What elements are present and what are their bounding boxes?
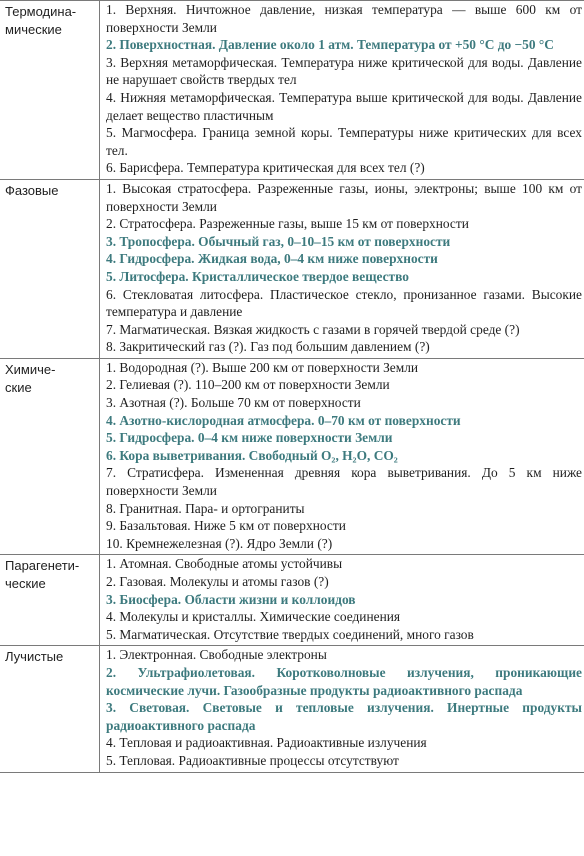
list-item: 1. Водородная (?). Выше 200 км от поверхности Земли: [106, 359, 419, 375]
list-item-highlighted: 3. Тропосфера. Обычный газ, 0–10–15 км от поверхности: [106, 233, 451, 249]
list-item: 6. Стекловатая литосфера. Пластическое стекло, пронизанное газами. Высокие температура и давление: [106, 286, 582, 320]
list-item: 4. Нижняя метаморфическая. Температура выше критической для воды. Давление делает вещество пластичным: [106, 89, 582, 123]
category-cell: [0, 179, 100, 358]
table-row: [0, 555, 584, 646]
list-item: 1. Электронная. Свободные электроны: [106, 647, 327, 663]
list-item: 8. Гранитная. Пара- и ортограниты: [106, 500, 305, 516]
items-cell: [100, 555, 584, 646]
list-item: 2. Стратосфера. Разреженные газы, выше 15 км от поверхности: [106, 216, 469, 232]
category-cell: [0, 555, 100, 646]
list-item: 8. Закритический газ (?). Газ под большим давлением (?): [106, 339, 430, 355]
category-cell: [0, 358, 100, 555]
list-item-highlighted: 3. Световая. Световые и тепловые излучения. Инертные продукты радиоактивного распада: [106, 700, 582, 733]
category-cell: [0, 646, 100, 772]
list-item: 1. Высокая стратосфера. Разреженные газы, ионы, электроны; выше 100 км от поверхности Земли: [106, 180, 582, 214]
list-item-highlighted: 5. Литосфера. Кристаллическое твердое вещество: [106, 268, 409, 284]
list-item-highlighted: 6. Кора выветривания. Свободный O₂, H₂O, CO₂: [106, 447, 398, 463]
category-label: Парагенети- ческие: [5, 558, 80, 592]
items-cell: [100, 358, 584, 555]
list-item-highlighted: 3. Биосфера. Области жизни и коллоидов: [106, 591, 356, 607]
list-item: 10. Кремнежелезная (?). Ядро Земли (?): [106, 535, 333, 551]
list-item-highlighted: 5. Гидросфера. 0–4 км ниже поверхности Земли: [106, 430, 393, 446]
category-label: Термодина- мические: [5, 4, 77, 37]
category-cell: [0, 1, 100, 180]
table-row: [0, 179, 584, 358]
list-item: 4. Молекулы и кристаллы. Химические соединения: [106, 609, 401, 625]
list-item: 5. Магмосфера. Граница земной коры. Температуры ниже критических для всех тел.: [106, 125, 582, 158]
list-item: 2. Гелиевая (?). 110–200 км от поверхности Земли: [106, 377, 390, 393]
list-item: 1. Верхняя. Ничтожное давление, низкая температура — выше 600 км от поверхности Земли: [106, 2, 582, 35]
list-item: 3. Верхняя метаморфическая. Температура ниже критической для воды. Давление не нарушает свойств твердых тел: [106, 54, 582, 88]
category-label: Фазовые: [5, 182, 59, 198]
items-cell: [100, 1, 584, 180]
list-item: 5. Магматическая. Отсутствие твердых соединений, много газов: [106, 626, 474, 642]
list-item: 1. Атомная. Свободные атомы устойчивы: [106, 556, 343, 572]
list-item-highlighted: 2. Поверхностная. Давление около 1 атм. Температура от +50 °С до −50 °С: [106, 37, 554, 53]
list-item: 2. Газовая. Молекулы и атомы газов (?): [106, 574, 329, 589]
items-cell: [100, 646, 584, 772]
category-label: Лучистые: [5, 649, 64, 665]
list-item: 9. Базальтовая. Ниже 5 км от поверхности: [106, 518, 346, 534]
list-item-highlighted: 4. Азотно-кислородная атмосфера. 0–70 км от поверхности: [106, 412, 461, 428]
list-item: 4. Тепловая и радиоактивная. Радиоактивные излучения: [106, 735, 427, 751]
list-item: 5. Тепловая. Радиоактивные процессы отсутствуют: [106, 752, 399, 768]
list-item: 7. Магматическая. Вязкая жидкость с газами в горячей твердой среде (?): [106, 321, 520, 337]
list-item-highlighted: 2. Ультрафиолетовая. Коротковолновые излучения, проникающие космические лучи. Газообразные продукты радиоактивного распада: [106, 664, 582, 698]
table-row: [0, 646, 584, 772]
list-item: 6. Барисфера. Температура критическая для всех тел (?): [106, 160, 425, 176]
items-cell: [100, 179, 584, 358]
list-item-highlighted: 4. Гидросфера. Жидкая вода, 0–4 км ниже поверхности: [106, 251, 438, 267]
list-item: 3. Азотная (?). Больше 70 км от поверхности: [106, 395, 361, 411]
table-row: [0, 358, 584, 555]
list-item: 7. Стратисфера. Измененная древняя кора выветривания. До 5 км ниже поверхности Земли: [106, 465, 582, 499]
table-row: [0, 1, 584, 180]
table-body: [0, 1, 584, 773]
category-label: Химиче- ские: [5, 361, 56, 395]
